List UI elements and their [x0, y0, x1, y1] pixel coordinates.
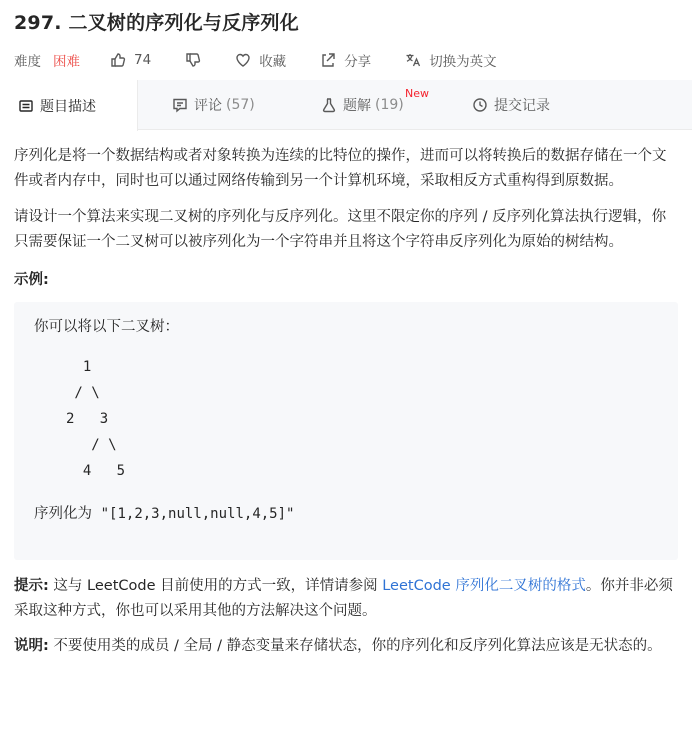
format-link[interactable]: LeetCode 序列化二叉树的格式: [382, 578, 586, 594]
difficulty-label: 难度: [14, 54, 41, 70]
new-badge: New: [405, 87, 429, 100]
description-icon: [18, 98, 34, 114]
tab-comments[interactable]: [138, 80, 289, 130]
collect-button[interactable]: [235, 50, 286, 70]
flask-icon: [321, 97, 337, 113]
collect-label: 收藏: [259, 54, 287, 70]
tab-solutions-label: 题解: [343, 98, 371, 114]
thumbs-up-icon: [110, 52, 126, 68]
share-icon: [320, 52, 336, 68]
tab-solutions[interactable]: [289, 80, 438, 130]
thumbs-down-icon: [185, 52, 201, 68]
tab-comments-label: 评论: [194, 98, 222, 114]
tab-comments-count: (57): [226, 97, 255, 113]
tab-description[interactable]: [0, 80, 138, 131]
description-paragraph-2: 请设计一个算法来实现二叉树的序列化与反序列化。这里不限定你的序列 / 反序列化算法执行逻辑，你只需要保证一个二叉树可以被序列化为一个字符串并且将这个字符串反序列化为原始的树结构。: [14, 209, 667, 250]
tab-solutions-count: (19): [375, 97, 404, 113]
serial-label: 序列化为: [34, 506, 92, 522]
like-count: 74: [134, 52, 152, 68]
tip-text: 这与 LeetCode 目前使用的方式一致，详情请参阅: [53, 578, 378, 594]
share-label: 分享: [344, 54, 372, 70]
tip-text-2: 。你并非必须采取这种方式，你也可以采用其他的方法解决这个问题。: [14, 578, 673, 619]
comment-icon: [172, 97, 188, 113]
problem-meta-bar: [14, 46, 678, 74]
problem-tabs: [0, 80, 692, 130]
problem-description: [0, 130, 692, 659]
example-block: [14, 302, 678, 560]
example-tree: 1 / \ 2 3 / \ 4 5: [66, 359, 126, 479]
tab-submissions[interactable]: [438, 80, 568, 130]
difficulty-badge: 困难: [53, 54, 80, 70]
translate-icon: [405, 52, 421, 68]
note-text: 不要使用类的成员 / 全局 / 静态变量来存储状态，你的序列化和反序列化算法应该是无状态的。: [53, 638, 662, 654]
tip-paragraph: [14, 574, 678, 624]
clock-icon: [472, 97, 488, 113]
dislike-button[interactable]: [185, 52, 201, 68]
translate-label: 切换为英文: [429, 54, 497, 70]
problem-title: 297. 二叉树的序列化与反序列化: [14, 12, 299, 34]
description-paragraph-1: 序列化是将一个数据结构或者对象转换为连续的比特位的操作，进而可以将转换后的数据存储在一个文件或者内存中，同时也可以通过网络传输到另一个计算机环境，采取相反方式重构得到原数据。: [14, 148, 667, 189]
note-paragraph: [14, 634, 678, 659]
translate-button[interactable]: [405, 50, 497, 70]
example-serialization: [34, 501, 658, 527]
share-button[interactable]: [320, 50, 371, 70]
serial-value: "[1,2,3,null,null,4,5]": [100, 506, 295, 522]
tip-label: 提示:: [14, 578, 49, 594]
like-button[interactable]: [110, 52, 151, 68]
example-intro: 你可以将以下二叉树：: [34, 319, 179, 335]
example-heading: 示例:: [14, 272, 49, 288]
problem-header: [0, 0, 692, 80]
tab-submissions-label: 提交记录: [494, 98, 550, 114]
tab-description-label: 题目描述: [40, 98, 96, 115]
heart-icon: [235, 52, 251, 68]
note-label: 说明:: [14, 638, 49, 654]
